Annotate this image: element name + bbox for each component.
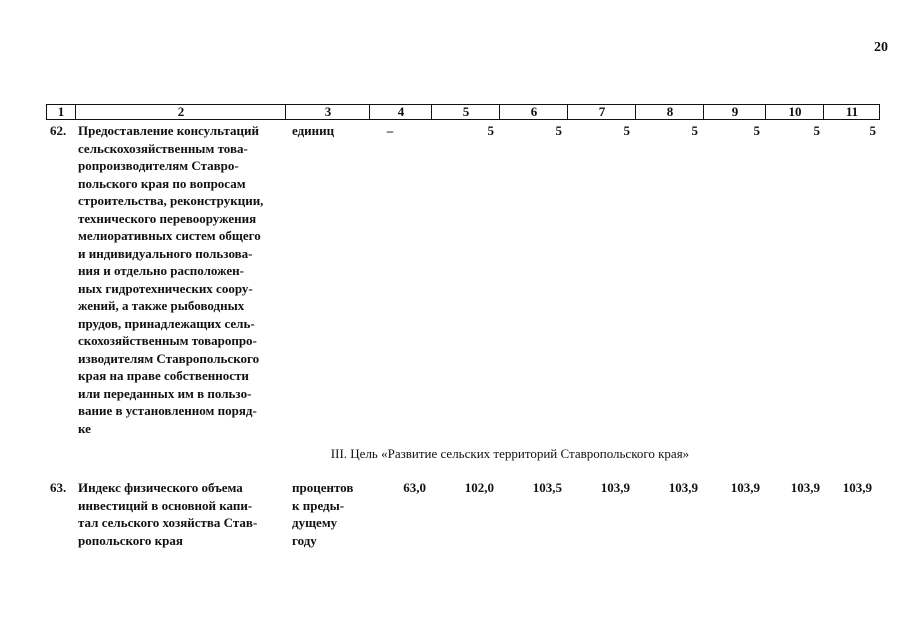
desc-line: ке bbox=[78, 420, 91, 436]
unit-line: дущему bbox=[292, 515, 338, 530]
row-63-col-11: 103,9 bbox=[842, 480, 872, 495]
row-62-col-9: 5 bbox=[753, 123, 760, 138]
table-header-row bbox=[46, 104, 880, 120]
desc-line: тал сельского хозяйства Став- bbox=[78, 515, 258, 530]
row-62-col-10: 5 bbox=[813, 123, 820, 138]
row-63-col-6: 103,5 bbox=[532, 480, 562, 495]
desc-line: и индивидуального пользова- bbox=[78, 245, 253, 261]
desc-line: ния и отдельно расположен- bbox=[78, 263, 244, 278]
desc-line: скохозяйственным товаропро- bbox=[78, 333, 257, 348]
header-col-7: 7 bbox=[567, 105, 636, 119]
unit-line: единиц bbox=[292, 123, 335, 138]
desc-line: жений, а также рыбоводных bbox=[78, 298, 245, 313]
row-63-description bbox=[78, 479, 282, 549]
desc-line: ропольского края bbox=[78, 532, 183, 548]
desc-line: инвестиций в основной капи- bbox=[78, 497, 253, 513]
header-col-11: 11 bbox=[823, 105, 880, 119]
header-col-3: 3 bbox=[285, 105, 370, 119]
header-col-6: 6 bbox=[499, 105, 568, 119]
row-62-col-5: 5 bbox=[487, 123, 494, 138]
header-col-9: 9 bbox=[703, 105, 766, 119]
header-col-8: 8 bbox=[635, 105, 704, 119]
row-62-col-7: 5 bbox=[623, 123, 630, 138]
row-62-number: 62. bbox=[50, 123, 67, 138]
row-62-description bbox=[78, 122, 282, 437]
desc-line: прудов, принадлежащих сель- bbox=[78, 315, 255, 331]
row-63-col-4: 63,0 bbox=[403, 480, 426, 495]
desc-line: ных гидротехнических соору- bbox=[78, 280, 253, 296]
row-63-col-9: 103,9 bbox=[730, 480, 760, 495]
row-62-col-4: – bbox=[386, 123, 394, 138]
desc-line: вание в установленном поряд- bbox=[78, 403, 257, 418]
desc-line: изводителям Ставропольского bbox=[78, 350, 260, 366]
unit-line: процентов bbox=[292, 480, 354, 495]
header-col-5: 5 bbox=[431, 105, 500, 119]
header-col-2: 2 bbox=[75, 105, 286, 119]
desc-line: края на праве собственности bbox=[78, 368, 249, 383]
desc-line: мелиоративных систем общего bbox=[78, 228, 261, 243]
section-title: III. Цель «Развитие сельских территорий Ставропольского края» bbox=[330, 446, 690, 461]
header-col-4: 4 bbox=[369, 105, 432, 119]
header-col-10: 10 bbox=[765, 105, 824, 119]
row-63-col-7: 103,9 bbox=[600, 480, 630, 495]
row-63-col-5: 102,0 bbox=[464, 480, 494, 495]
desc-line: ропроизводителям Ставро- bbox=[78, 158, 239, 173]
row-62-col-11: 5 bbox=[869, 123, 876, 138]
desc-line: или переданных им в пользо- bbox=[78, 385, 252, 401]
row-63-unit bbox=[292, 479, 353, 549]
unit-line: к преды- bbox=[292, 497, 345, 513]
desc-line: строительства, реконструкции, bbox=[78, 193, 264, 208]
desc-line: сельскохозяйственным това- bbox=[78, 140, 248, 156]
row-62-col-8: 5 bbox=[691, 123, 698, 138]
unit-line: году bbox=[292, 532, 317, 548]
page-number: 20 bbox=[874, 40, 888, 55]
row-62-unit bbox=[292, 122, 334, 140]
desc-line: польского края по вопросам bbox=[78, 175, 246, 191]
header-col-1: 1 bbox=[57, 104, 65, 119]
row-63-number: 63. bbox=[50, 480, 67, 495]
row-63-col-8: 103,9 bbox=[668, 480, 698, 495]
desc-line: Индекс физического объема bbox=[78, 480, 243, 495]
desc-line: Предоставление консультаций bbox=[78, 123, 260, 138]
desc-line: технического перевооружения bbox=[78, 210, 257, 226]
row-63-col-10: 103,9 bbox=[790, 480, 820, 495]
row-62-col-6: 5 bbox=[555, 123, 562, 138]
